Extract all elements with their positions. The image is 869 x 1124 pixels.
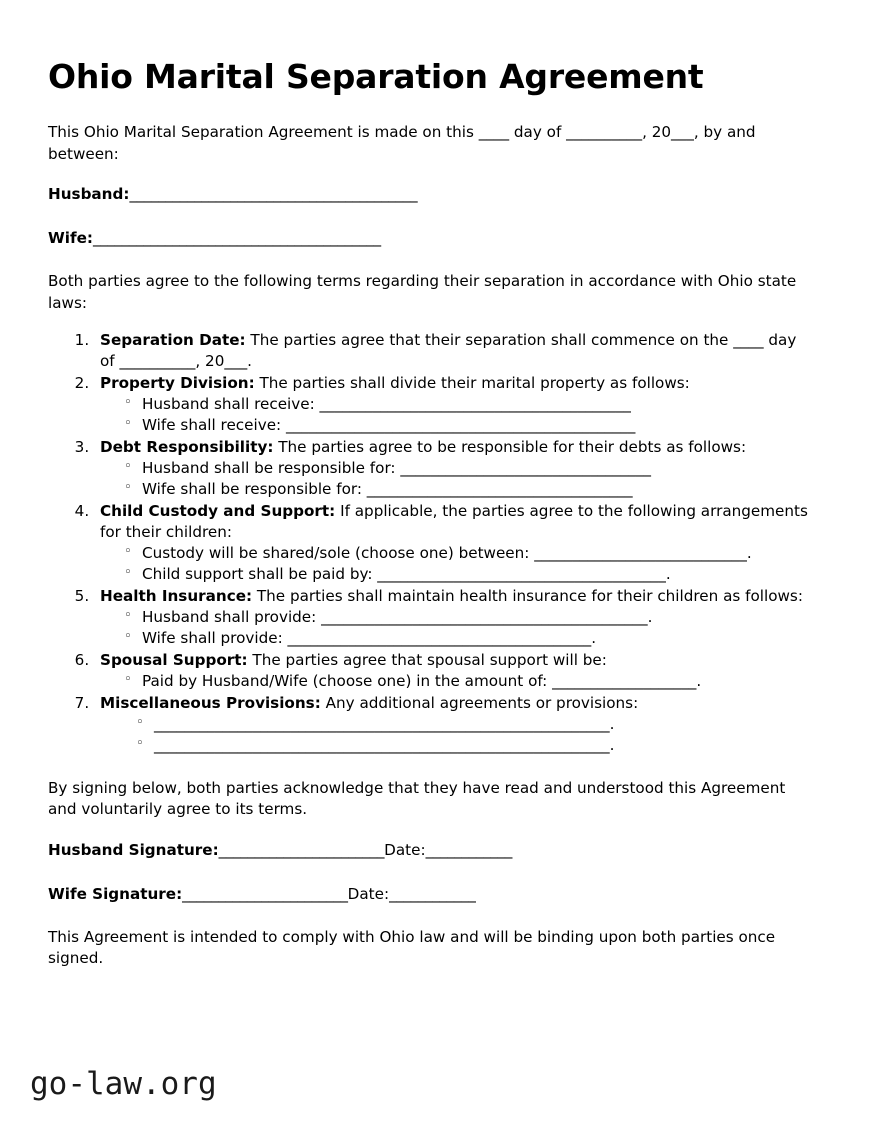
term-heading: Child Custody and Support:	[100, 502, 336, 521]
page-title: Ohio Marital Separation Agreement	[48, 57, 704, 96]
husband-date-label: Date:	[384, 840, 426, 859]
term-item	[94, 586, 809, 649]
term-heading: Separation Date:	[100, 331, 246, 350]
wife-name-blank[interactable]: ________________________________________	[92, 229, 381, 248]
husband-label: Husband:	[48, 185, 130, 204]
term-text: The parties agree that their separation shall commence on the ____ day of __________, 20___.	[100, 331, 797, 371]
husband-signature-blank[interactable]: _______________________	[218, 840, 385, 859]
term-subitem[interactable]: ◦ Paid by Husband/Wife (choose one) in the amount of: ___________________.	[124, 671, 809, 692]
term-subitem[interactable]: ◦ Husband shall receive: _________________________________________	[124, 394, 809, 415]
term-heading: Spousal Support:	[100, 650, 248, 669]
closing-paragraph: This Agreement is intended to comply with Ohio law and will be binding upon both parties once signed.	[48, 927, 776, 968]
term-item	[94, 437, 809, 500]
term-text: The parties shall maintain health insurance for their children as follows:	[252, 586, 803, 605]
husband-date-blank[interactable]: ____________	[425, 840, 512, 859]
term-heading: Debt Responsibility:	[100, 438, 274, 457]
term-item	[94, 373, 809, 436]
term-subitem[interactable]: ◦ Husband shall provide: ___________________________________________.	[124, 607, 809, 628]
wife-signature-label: Wife Signature:	[48, 884, 183, 903]
wife-date-label: Date:	[347, 884, 390, 903]
wife-date-blank[interactable]: ____________	[389, 884, 476, 903]
term-subitem[interactable]: ◦ ____________________________________________________________.	[136, 735, 809, 756]
term-subitem[interactable]: ◦ Wife shall be responsible for: ___________________________________	[124, 479, 809, 500]
husband-name-field	[48, 183, 809, 205]
term-text: If applicable, the parties agree to the following arrangements for their children:	[100, 502, 808, 542]
wife-label: Wife:	[48, 229, 93, 248]
term-subitem-list	[100, 671, 809, 692]
term-subitem[interactable]: ◦ Wife shall receive: ______________________________________________	[124, 415, 809, 436]
term-subitem[interactable]: ◦ Child support shall be paid by: ______________________________________.	[124, 564, 809, 585]
site-watermark: go-law.org	[30, 1066, 217, 1102]
term-subitem-list	[100, 607, 809, 649]
term-subitem-list	[100, 458, 809, 500]
acknowledgement-paragraph: By signing below, both parties acknowledge that they have read and understood this Agreement and voluntarily agree to its terms.	[48, 778, 786, 819]
wife-signature-blank[interactable]: _______________________	[182, 884, 348, 903]
term-text: The parties shall divide their marital property as follows:	[254, 374, 690, 393]
term-subitem[interactable]: ◦ Wife shall provide: ________________________________________.	[124, 628, 809, 649]
term-heading: Property Division:	[100, 374, 255, 393]
terms-list	[48, 330, 809, 755]
term-item	[94, 501, 809, 585]
term-item	[94, 330, 809, 372]
husband-name-blank[interactable]: ________________________________________	[129, 185, 418, 204]
term-subitem[interactable]: ◦ Custody will be shared/sole (choose one) between: ____________________________.	[124, 543, 809, 564]
term-item	[94, 693, 809, 756]
preamble-paragraph: Both parties agree to the following terms regarding their separation in accordance with Ohio state laws:	[48, 272, 797, 312]
intro-paragraph: This Ohio Marital Separation Agreement is made on this ____ day of __________, 20___, by and between:	[48, 122, 756, 163]
term-subitem-list	[100, 714, 809, 756]
term-subitem-list	[100, 394, 809, 436]
husband-signature-label: Husband Signature:	[48, 840, 219, 859]
term-subitem[interactable]: ◦ ____________________________________________________________.	[136, 714, 809, 735]
term-text: Any additional agreements or provisions:	[320, 693, 639, 712]
term-text: The parties agree to be responsible for their debts as follows:	[273, 438, 747, 457]
term-heading: Miscellaneous Provisions:	[100, 693, 321, 712]
term-heading: Health Insurance:	[100, 586, 253, 605]
term-text: The parties agree that spousal support will be:	[247, 650, 607, 669]
wife-name-field	[48, 227, 809, 249]
husband-signature-row	[48, 839, 809, 861]
wife-signature-row	[48, 883, 809, 905]
term-item	[94, 650, 809, 692]
term-subitem[interactable]: ◦ Husband shall be responsible for: _________________________________	[124, 458, 809, 479]
term-subitem-list	[100, 543, 809, 585]
